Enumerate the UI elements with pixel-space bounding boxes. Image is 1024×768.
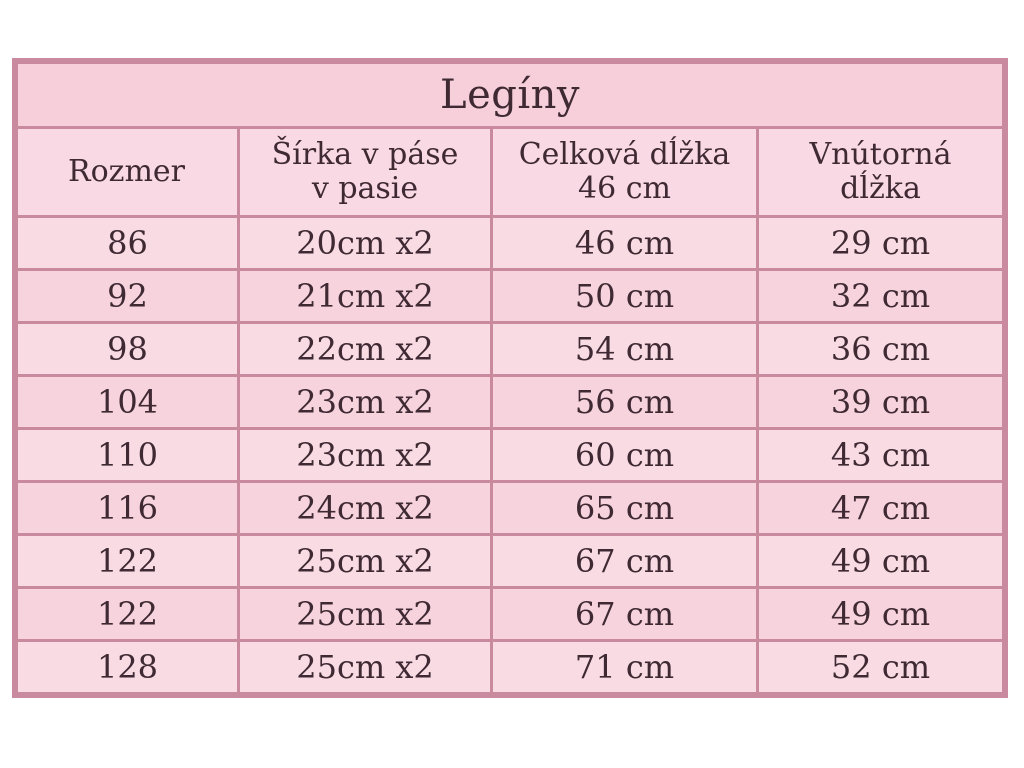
header-inner-line2: dĺžka <box>840 171 921 206</box>
waist-cell: 25cm x2 <box>239 535 492 588</box>
total-length-cell: 50 cm <box>492 270 758 323</box>
total-length-cell: 60 cm <box>492 429 758 482</box>
table-row <box>17 588 1004 641</box>
waist-cell: 21cm x2 <box>239 270 492 323</box>
waist-cell: 25cm x2 <box>239 641 492 694</box>
header-row <box>17 128 1004 217</box>
header-waist-line2: v pasie <box>311 171 419 206</box>
header-total-line1: Celková dĺžka <box>518 137 731 172</box>
size-cell: 98 <box>17 323 239 376</box>
waist-cell: 25cm x2 <box>239 588 492 641</box>
table-title: Legíny <box>17 63 1004 128</box>
table-row <box>17 376 1004 429</box>
inner-length-cell: 36 cm <box>758 323 1004 376</box>
table-row <box>17 482 1004 535</box>
waist-cell: 24cm x2 <box>239 482 492 535</box>
table-row <box>17 641 1004 694</box>
table-row <box>17 217 1004 270</box>
table-row <box>17 429 1004 482</box>
size-cell: 122 <box>17 588 239 641</box>
size-cell: 86 <box>17 217 239 270</box>
inner-length-cell: 49 cm <box>758 588 1004 641</box>
size-cell: 128 <box>17 641 239 694</box>
size-cell: 92 <box>17 270 239 323</box>
title-row <box>17 63 1004 128</box>
inner-length-cell: 29 cm <box>758 217 1004 270</box>
size-cell: 116 <box>17 482 239 535</box>
size-table <box>15 61 1005 695</box>
total-length-cell: 71 cm <box>492 641 758 694</box>
waist-cell: 20cm x2 <box>239 217 492 270</box>
total-length-cell: 46 cm <box>492 217 758 270</box>
inner-length-cell: 43 cm <box>758 429 1004 482</box>
total-length-cell: 56 cm <box>492 376 758 429</box>
total-length-cell: 65 cm <box>492 482 758 535</box>
total-length-cell: 67 cm <box>492 588 758 641</box>
size-cell: 104 <box>17 376 239 429</box>
header-inner-length <box>758 128 1004 217</box>
inner-length-cell: 52 cm <box>758 641 1004 694</box>
table-row <box>17 535 1004 588</box>
total-length-cell: 54 cm <box>492 323 758 376</box>
header-waist-line1: Šírka v páse <box>271 137 459 172</box>
waist-cell: 23cm x2 <box>239 376 492 429</box>
header-total-length <box>492 128 758 217</box>
waist-cell: 23cm x2 <box>239 429 492 482</box>
size-chart-table <box>12 58 1008 698</box>
inner-length-cell: 47 cm <box>758 482 1004 535</box>
size-cell: 110 <box>17 429 239 482</box>
table-row <box>17 270 1004 323</box>
inner-length-cell: 32 cm <box>758 270 1004 323</box>
inner-length-cell: 39 cm <box>758 376 1004 429</box>
table-row <box>17 323 1004 376</box>
inner-length-cell: 49 cm <box>758 535 1004 588</box>
header-size: Rozmer <box>17 128 239 217</box>
header-inner-line1: Vnútorná <box>809 137 952 172</box>
total-length-cell: 67 cm <box>492 535 758 588</box>
waist-cell: 22cm x2 <box>239 323 492 376</box>
size-cell: 122 <box>17 535 239 588</box>
header-total-line2: 46 cm <box>578 171 671 206</box>
header-waist-width <box>239 128 492 217</box>
